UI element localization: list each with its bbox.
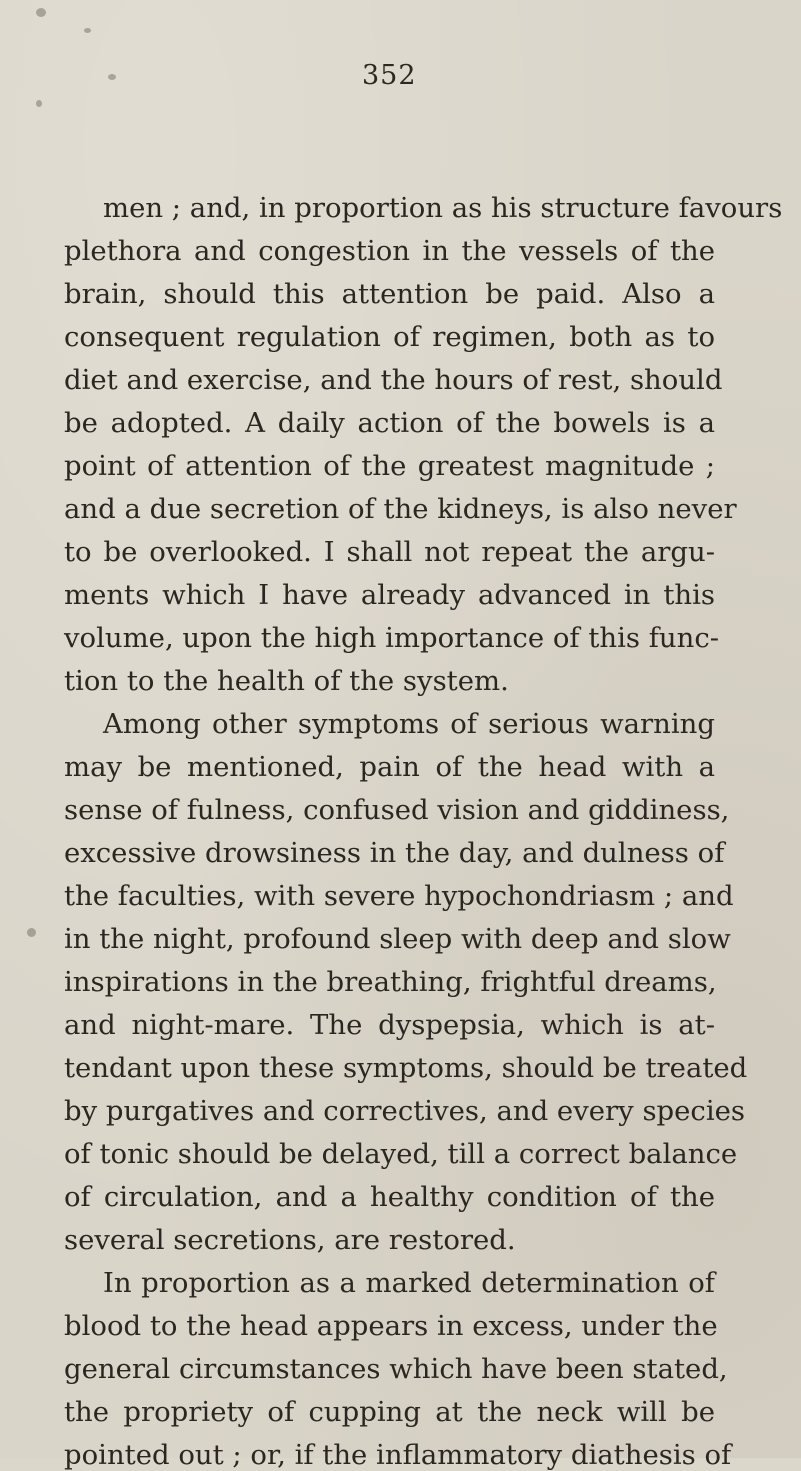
text-line: men ; and, in proportion as his structure favours xyxy=(103,192,783,224)
text-line: of tonic should be delayed, till a correct balance xyxy=(64,1138,738,1170)
text-line: Among other symptoms of serious warning xyxy=(103,708,715,740)
text-line: plethora and congestion in the vessels of the xyxy=(64,235,715,267)
page-number: 352 xyxy=(362,60,417,91)
text-line: several secretions, are restored. xyxy=(64,1224,516,1256)
text-line: brain, should this attention be paid. Also a xyxy=(64,278,715,310)
text-line: excessive drowsiness in the day, and dulness of xyxy=(64,837,725,869)
text-line: diet and exercise, and the hours of rest, should xyxy=(64,364,723,396)
text-line: tion to the health of the system. xyxy=(64,665,509,697)
text-line: to be overlooked. I shall not repeat the argu- xyxy=(64,536,715,568)
text-line: blood to the head appears in excess, under the xyxy=(64,1310,718,1342)
text-line: general circumstances which have been stated, xyxy=(64,1353,728,1385)
text-line: in the night, profound sleep with deep and slow xyxy=(64,923,731,955)
text-line: the faculties, with severe hypochondriasm ; and xyxy=(64,880,734,912)
text-line: sense of fulness, confused vision and giddiness, xyxy=(64,794,730,826)
text-line: point of attention of the greatest magnitude ; xyxy=(64,450,715,482)
paper-blemish xyxy=(27,928,36,937)
text-line: be adopted. A daily action of the bowels is a xyxy=(64,407,715,439)
text-line: by purgatives and correctives, and every species xyxy=(64,1095,746,1127)
text-line: and a due secretion of the kidneys, is also never xyxy=(64,493,737,525)
text-line: the propriety of cupping at the neck will be xyxy=(64,1396,715,1428)
paper-blemish xyxy=(108,74,116,80)
text-line: In proportion as a marked determination of xyxy=(103,1267,715,1299)
text-line: tendant upon these symptoms, should be treated xyxy=(64,1052,748,1084)
paper-blemish xyxy=(36,100,42,107)
text-line: consequent regulation of regimen, both as to xyxy=(64,321,715,353)
text-line: of circulation, and a healthy condition of the xyxy=(64,1181,715,1213)
text-line: may be mentioned, pain of the head with a xyxy=(64,751,715,783)
text-line: inspirations in the breathing, frightful dreams, xyxy=(64,966,717,998)
text-line: volume, upon the high importance of this func- xyxy=(64,622,720,654)
text-line: ments which I have already advanced in this xyxy=(64,579,715,611)
paper-blemish xyxy=(84,28,91,33)
text-line: and night-mare. The dyspepsia, which is at- xyxy=(64,1009,715,1041)
paper-blemish xyxy=(36,8,46,17)
text-line: pointed out ; or, if the inflammatory diathesis of xyxy=(64,1439,732,1471)
